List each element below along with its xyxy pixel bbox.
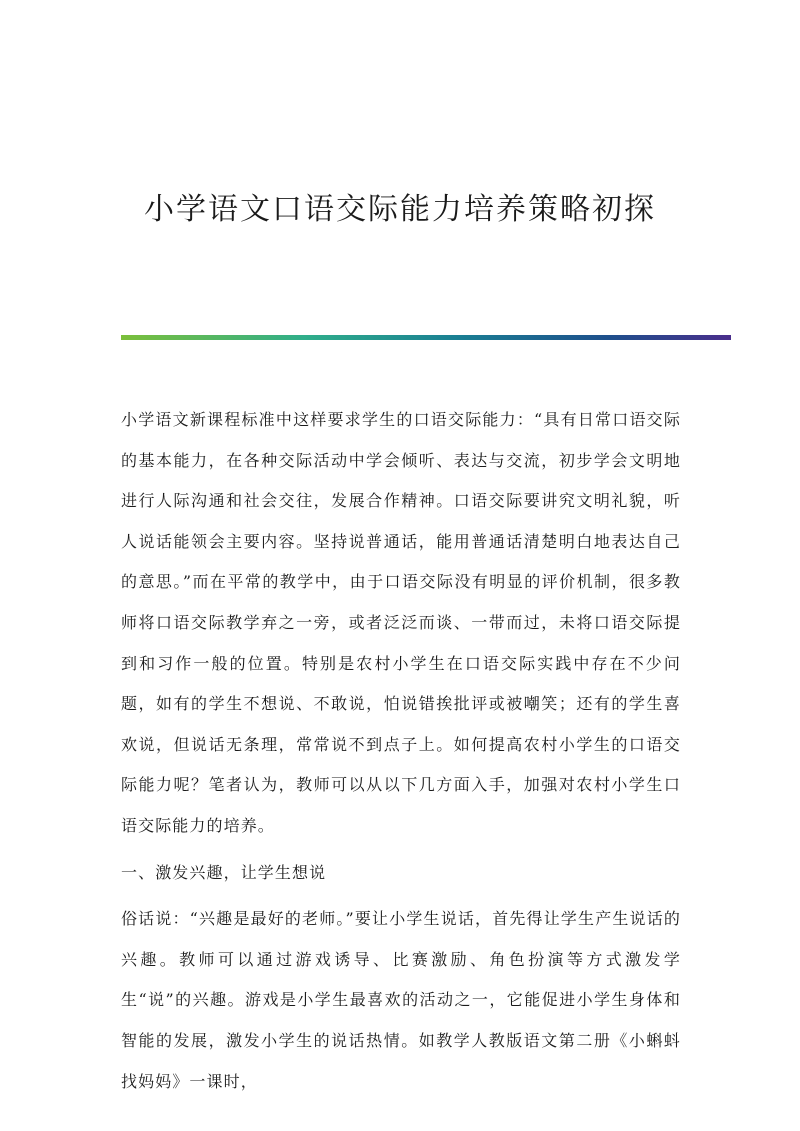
title-divider: [121, 335, 731, 340]
document-body: [121, 400, 681, 1102]
document-title: 小学语文口语交际能力培养策略初探: [144, 192, 656, 227]
section-paragraph: 俗话说：“兴趣是最好的老师。”要让小学生说话，首先得让学生产生说话的兴趣。教师可以通过游戏诱导、比赛激励、角色扮演等方式激发学生“说”的兴趣。游戏是小学生最喜欢的活动之一，它能促进小学生身体和智能的发展，激发小学生的说话热情。如教学人教版语文第二册《小蝌蚪找妈妈》一课时，: [121, 909, 681, 1091]
section-heading: 一、激发兴趣，让学生想说: [121, 862, 327, 882]
intro-paragraph: 小学语文新课程标准中这样要求学生的口语交际能力：“具有日常口语交际的基本能力，在各种交际活动中学会倾听、表达与交流，初步学会文明地进行人际沟通和社会交往，发展合作精神。口语交际要讲究文明礼貌，听人说话能领会主要内容。坚持说普通话，能用普通话清楚明白地表达自己的意思。”而在平常的教学中，由于口语交际没有明显的评价机制，很多教师将口语交际教学弃之一旁，或者泛泛而谈、一带而过，未将口语交际提到和习作一般的位置。特别是农村小学生在口语交际实践中存在不少问题，如有的学生不想说、不敢说，怕说错挨批评或被嘲笑；还有的学生喜欢说，但说话无条理，常常说不到点子上。如何提高农村小学生的口语交际能力呢？笔者认为，教师可以从以下几方面入手，加强对农村小学生口语交际能力的培养。: [121, 410, 681, 835]
